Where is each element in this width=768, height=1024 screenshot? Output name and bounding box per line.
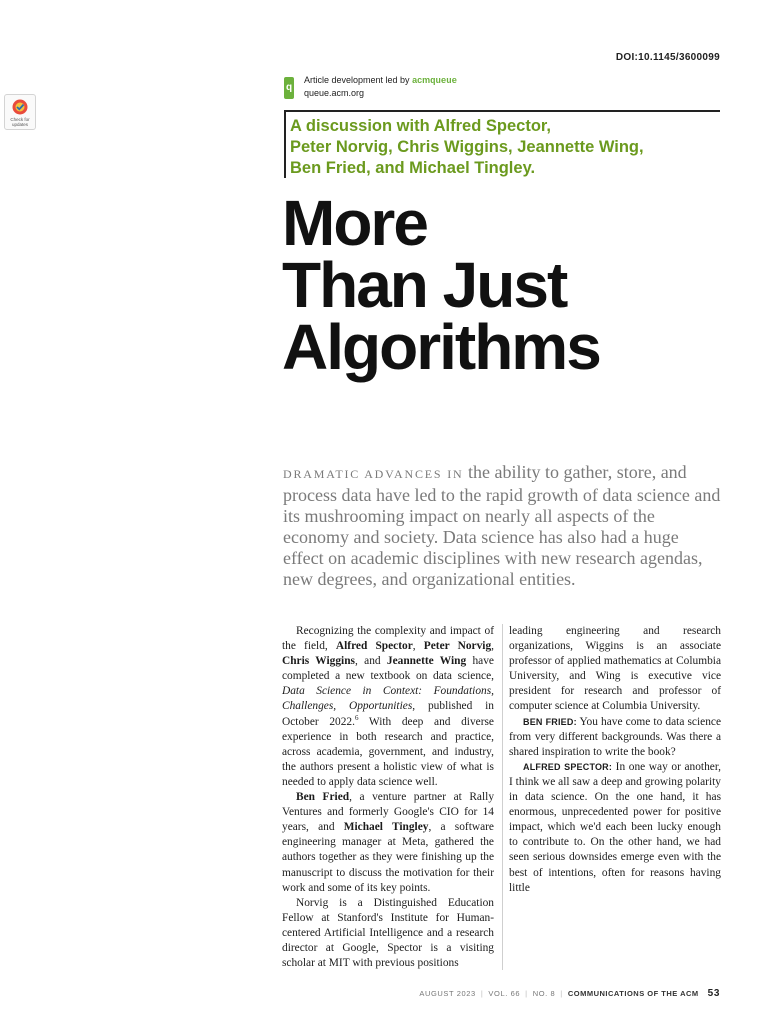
- answer-alfred-spector: ALFRED SPECTOR: In one way or another, I think we all saw a deep and growing polarity in data science. On the one hand, it has enormous, unprecedented power for positive impact, which we'd each been lucky enough to contribute to. On the other hand, we had seen serious downsides emerge even with the best of intentions, often for reasons having little: [509, 760, 722, 894]
- credit-url[interactable]: queue.acm.org: [304, 88, 365, 98]
- page-footer: AUGUST 2023 | VOL. 66 | NO. 8 | COMMUNICATIONS OF THE ACM 53: [419, 988, 720, 999]
- book-title: Data Science in Context: Foundations, Challenges, Opportunities: [282, 685, 494, 713]
- article-title: More Than Just Algorithms: [282, 187, 600, 383]
- page-number: 53: [707, 988, 720, 999]
- lead-paragraph: DRAMATIC ADVANCES IN the ability to gather, store, and process data have led to the rapid growth of data science and its mushrooming impact on nearly all aspects of the economy and society. Data science has also had a huge effect on academic disciplines with new research agendas, new degrees, and organizational entities.: [283, 462, 721, 589]
- question-ben-fried: BEN FRIED: You have come to data science from very different backgrounds. Was there a shared inspiration to write the book?: [509, 715, 722, 758]
- acm-queue-logo-icon: q: [284, 77, 294, 99]
- credit-line-1: Article development led by acmqueue: [304, 75, 458, 86]
- check-for-updates-badge[interactable]: [4, 94, 36, 130]
- doi-label[interactable]: DOI:10.1145/3600099: [615, 52, 720, 63]
- body-column-left: [282, 624, 494, 971]
- article-subtitle: A discussion with Alfred Spector, Peter Norvig, Chris Wiggins, Jeannette Wing, Ben Fried, and Michael Tingley.: [290, 117, 644, 177]
- reference-marker: 6: [354, 713, 359, 722]
- article-credit: [304, 74, 457, 99]
- body-paragraph-3: Norvig is a Distinguished Education Fellow at Stanford's Institute for Human-centered Artificial Intelligence and a research director at Google, Spector is a visiting scholar at MIT with previous positions: [282, 896, 494, 970]
- body-paragraph-3-continued: leading engineering and research organizations, Wiggins is an associate professor of applied mathematics at Columbia University, and Wing is executive vice president for research and professor of computer science at Columbia University.: [509, 625, 721, 713]
- subtitle-rule-left: [284, 110, 286, 178]
- issue-volume: VOL. 66: [488, 989, 521, 998]
- lead-small-caps: DRAMATIC ADVANCES IN: [283, 467, 464, 481]
- acm-queue-wordmark: acmqueue: [412, 75, 458, 86]
- body-paragraph-2: Ben Fried, a venture partner at Rally Ventures and formerly Google's CIO for 14 years, and Michael Tingley, a software engineering manager at Meta, gathered the authors together as they were finishing up the manuscript to discuss the motivation for their work and some of its key points.: [282, 791, 495, 894]
- column-divider: [502, 624, 503, 970]
- magazine-name: COMMUNICATIONS OF THE ACM: [567, 989, 699, 998]
- check-for-updates-label: Check for updates: [10, 117, 30, 127]
- check-for-updates-icon: [11, 98, 29, 116]
- body-paragraph-1: Recognizing the complexity and impact of the field, Alfred Spector, Peter Norvig, Chris Wiggins, and Jeannette Wing have completed a new textbook on data science, Data Science in Context: Foundations, Challenges, Opportunities, published in October 2022.$^6$ With deep and diverse experience in both research and practice, across academia, government, and industry, the authors present a holistic view of what is needed to apply data science well.: [282, 625, 495, 788]
- speaker-label: BEN FRIED:: [523, 716, 577, 727]
- subtitle-rule-top: [284, 110, 720, 112]
- speaker-label: ALFRED SPECTOR:: [523, 761, 613, 772]
- issue-number: NO. 8: [532, 989, 556, 998]
- issue-date: AUGUST 2023: [419, 989, 476, 998]
- body-column-right: [509, 624, 721, 896]
